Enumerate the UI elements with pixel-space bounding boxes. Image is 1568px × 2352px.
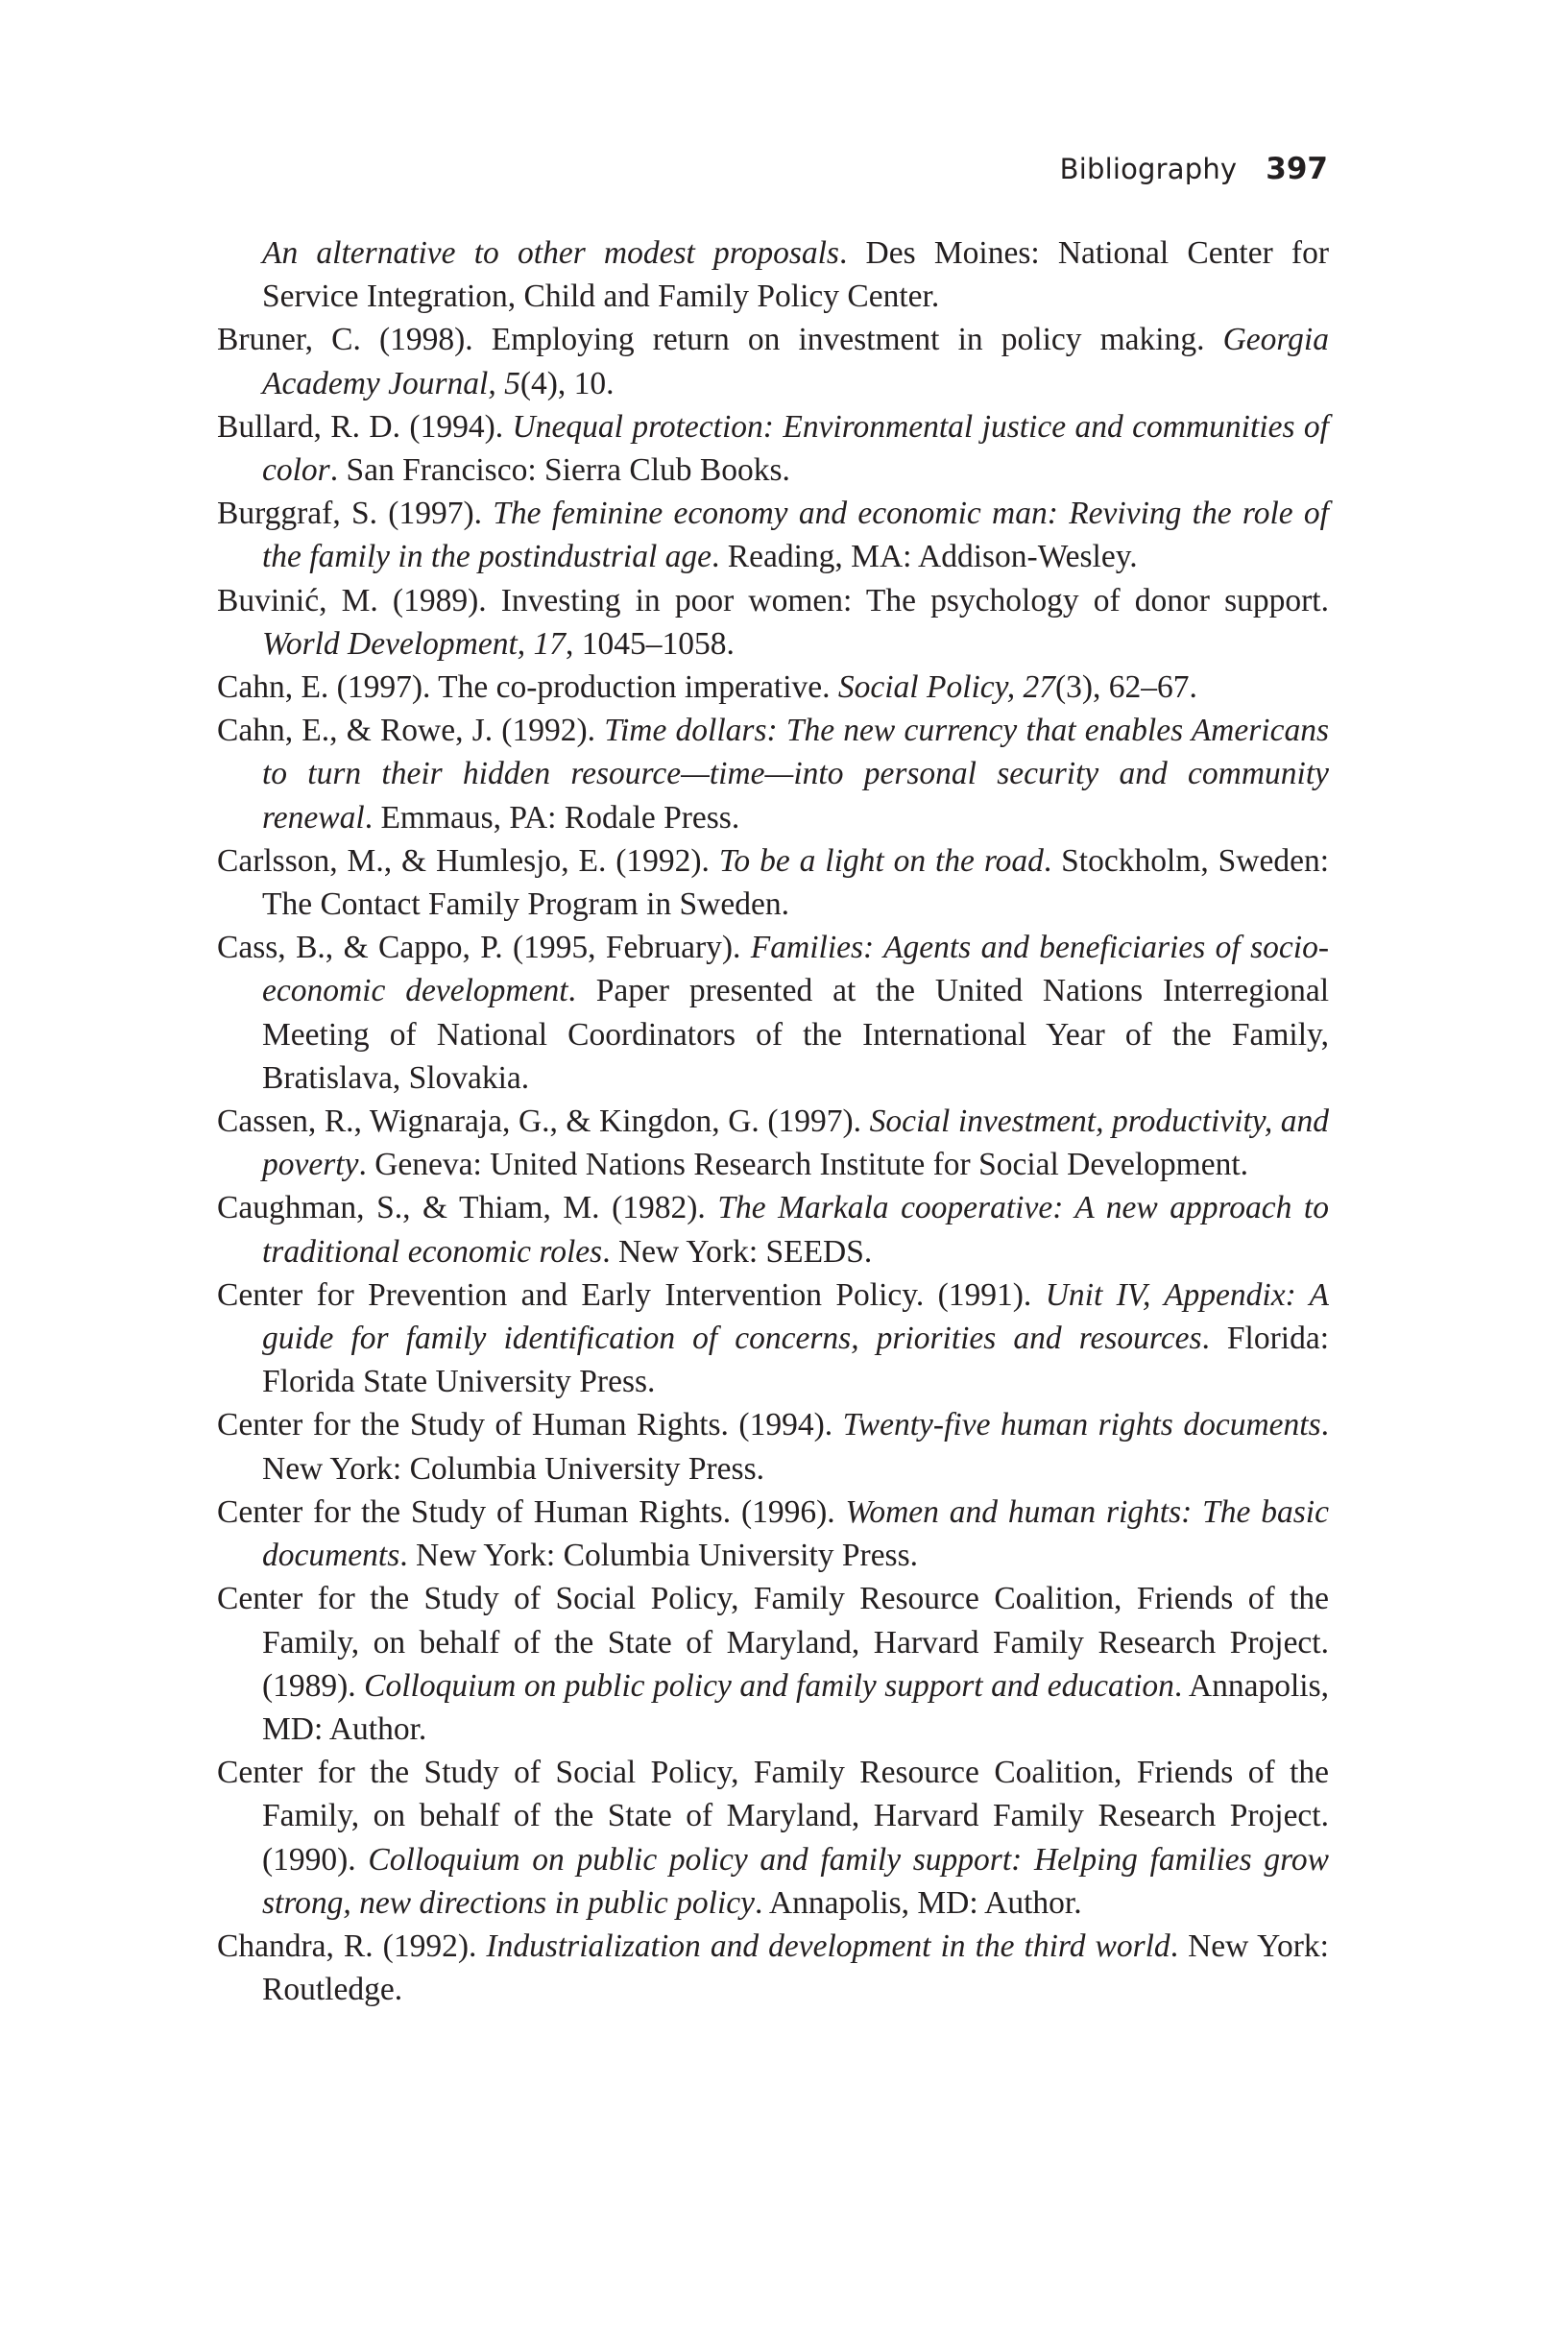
reference-title-italic: Families: Agents and beneficiaries of socio-economic development	[262, 930, 1330, 1009]
reference-text: Caughman, S., & Thiam, M. (1982).	[217, 1190, 718, 1226]
reference-title-italic: An alternative to other modest proposals	[262, 235, 839, 271]
reference-entry	[217, 1491, 1329, 1577]
reference-entry	[217, 318, 1329, 404]
reference-text: . Florida: Florida State University Press.	[262, 1321, 1329, 1400]
reference-entry	[217, 1751, 1329, 1925]
reference-title-italic: Twenty-five human rights documents	[842, 1407, 1321, 1443]
reference-text: . Annapolis, MD: Author.	[262, 1667, 1329, 1747]
reference-entry	[217, 839, 1329, 926]
reference-text: Burggraf, S. (1997).	[217, 496, 494, 532]
page-header	[1060, 152, 1328, 186]
reference-text: Chandra, R. (1992).	[217, 1928, 487, 1964]
reference-text: . New York: Columbia University Press.	[262, 1407, 1329, 1487]
reference-title-italic: Industrialization and development in the third world	[486, 1928, 1170, 1964]
reference-text: . New York: SEEDS.	[602, 1233, 873, 1270]
reference-text: . Reading, MA: Addison-Wesley.	[712, 539, 1138, 575]
reference-text: Cass, B., & Cappo, P. (1995, February).	[217, 930, 751, 966]
reference-entry	[217, 579, 1329, 666]
reference-text: , 1045–1058.	[566, 625, 735, 662]
reference-text: (3), 62–67.	[1054, 669, 1197, 706]
reference-text: . New York: Routledge.	[262, 1928, 1329, 2008]
reference-text: Buvinić, M. (1989). Investing in poor women: The psychology of donor support.	[217, 582, 1329, 618]
reference-text: . Annapolis, MD: Author.	[755, 1884, 1082, 1921]
reference-title-italic: Time dollars: The new currency that enables Americans to turn their hidden resource—time—into personal security and community renewal	[262, 713, 1329, 836]
reference-text: Cahn, E. (1997). The co-production imperative.	[217, 669, 838, 706]
reference-text: . Geneva: United Nations Research Institute for Social Development.	[358, 1147, 1249, 1183]
reference-title-italic: Social Policy, 27	[837, 669, 1055, 706]
reference-text: Center for the Study of Social Policy, Family Resource Coalition, Friends of the Family, on behalf of the State of Maryland, Harvard Family Research Project. (1989).	[217, 1581, 1329, 1704]
reference-title-italic: Unequal protection: Environmental justice and communities of color	[262, 408, 1329, 489]
reference-title-italic: The feminine economy and economic man: Reviving the role of the family in the postindustrial age	[262, 496, 1329, 575]
reference-entry	[217, 1403, 1329, 1490]
reference-text: Center for Prevention and Early Intervention Policy. (1991).	[217, 1276, 1046, 1313]
reference-text: . New York: Columbia University Press.	[399, 1538, 919, 1574]
reference-entry	[217, 405, 1329, 492]
reference-text: Cassen, R., Wignaraja, G., & Kingdon, G. (1997).	[217, 1103, 870, 1140]
reference-text: . San Francisco: Sierra Club Books.	[329, 452, 790, 489]
running-head: Bibliography	[1059, 153, 1238, 185]
reference-text: . Stockholm, Sweden: The Contact Family Program in Sweden.	[262, 842, 1330, 923]
reference-text: Center for the Study of Human Rights. (1996).	[217, 1493, 846, 1530]
reference-text: Bruner, C. (1998). Employing return on investment in policy making.	[217, 322, 1223, 358]
reference-text: . Emmaus, PA: Rodale Press.	[364, 799, 740, 836]
reference-text: Bullard, R. D. (1994).	[217, 408, 513, 445]
reference-text: Carlsson, M., & Humlesjo, E. (1992).	[217, 842, 719, 879]
page-number: 397	[1266, 152, 1328, 186]
reference-text: . Paper presented at the United Nations Interregional Meeting of National Coordinators of the International Year of the Family, Bratislava, Slovakia.	[262, 973, 1329, 1096]
reference-text: Center for the Study of Human Rights. (1994).	[217, 1407, 843, 1443]
reference-entry	[217, 666, 1329, 709]
reference-entry	[217, 709, 1329, 839]
reference-title-italic: Women and human rights: The basic documents	[262, 1493, 1329, 1574]
reference-entry	[217, 1577, 1329, 1751]
reference-title-italic: Georgia Academy Journal, 5	[262, 322, 1329, 401]
reference-text: Center for the Study of Social Policy, Family Resource Coalition, Friends of the Family, on behalf of the State of Maryland, Harvard Family Research Project. (1990).	[217, 1755, 1329, 1878]
reference-title-italic: World Development, 17	[262, 625, 567, 662]
reference-title-italic: Colloquium on public policy and family support and education	[364, 1667, 1174, 1704]
reference-entry	[217, 492, 1329, 578]
reference-entry	[217, 926, 1329, 1100]
reference-entry	[217, 1273, 1329, 1404]
reference-title-italic: Colloquium on public policy and family support: Helping families grow strong, new directions in public policy	[262, 1841, 1329, 1921]
reference-text: (4), 10.	[519, 365, 615, 401]
reference-title-italic: Unit IV, Appendix: A guide for family identification of concerns, priorities and resources	[262, 1276, 1329, 1357]
reference-title-italic: To be a light on the road	[718, 842, 1044, 879]
reference-entry	[217, 1186, 1329, 1273]
reference-entry	[217, 1100, 1329, 1186]
reference-entry	[217, 1925, 1329, 2011]
reference-title-italic: Social investment, productivity, and poverty	[262, 1103, 1329, 1183]
reference-text: Cahn, E., & Rowe, J. (1992).	[217, 713, 605, 749]
bibliography-list	[217, 231, 1329, 2011]
reference-text: . Des Moines: National Center for Service Integration, Child and Family Policy Center.	[262, 235, 1329, 315]
reference-title-italic: The Markala cooperative: A new approach to traditional economic roles	[262, 1190, 1329, 1270]
reference-entry-continued	[217, 231, 1329, 318]
